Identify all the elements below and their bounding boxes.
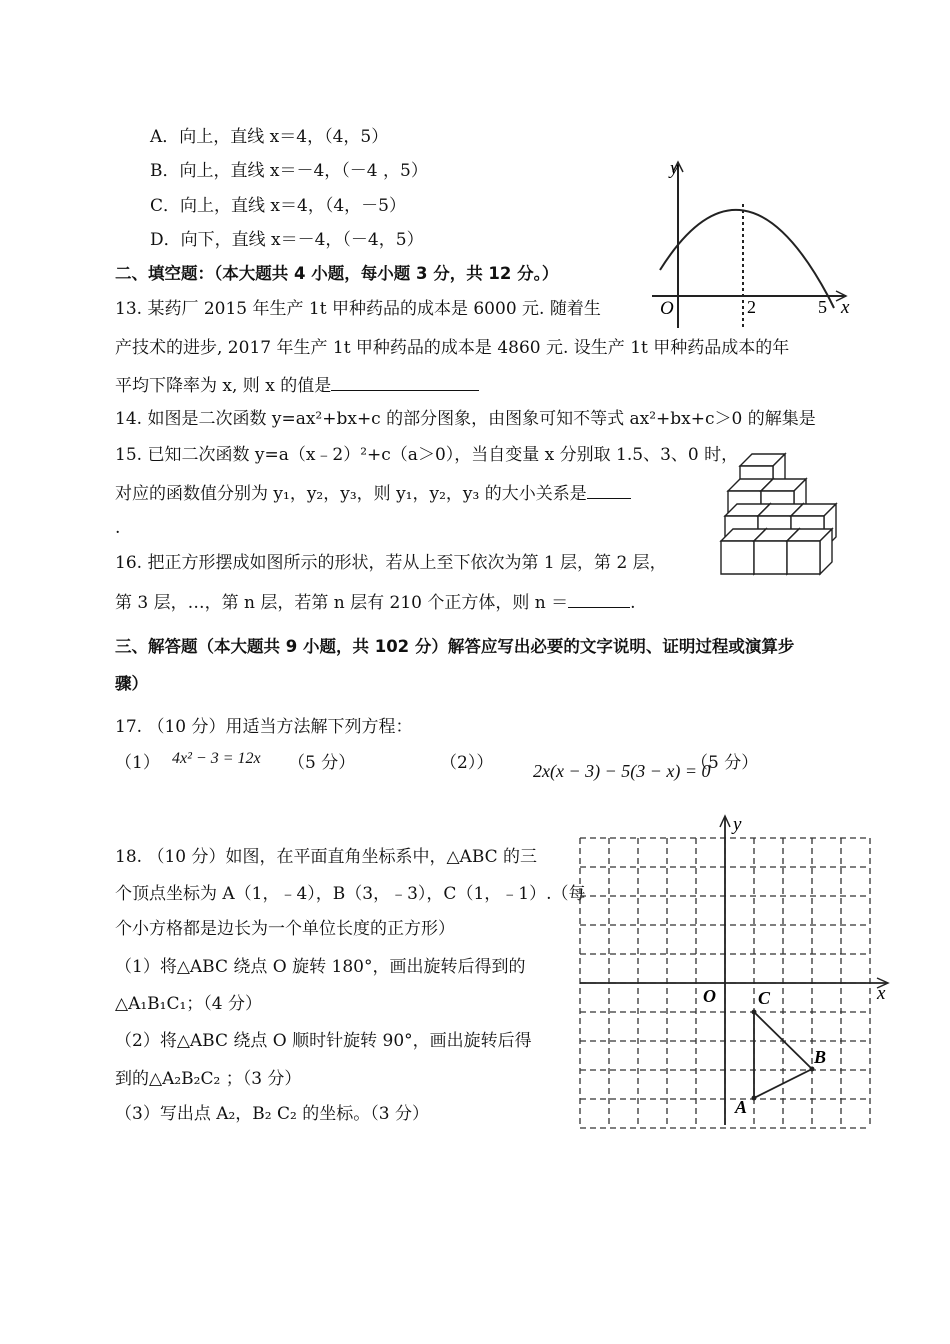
q14-line1: 14. 如图是二次函数 y=ax²+bx+c 的部分图象，由图象可知不等式 ax²+bx+c＞0 的解集是: [115, 409, 816, 429]
q17-part2-score: （5 分）: [691, 753, 759, 773]
q18-line3: 个小方格都是边长为一个单位长度的正方形）: [115, 919, 455, 939]
q15-line3: .: [115, 518, 121, 538]
cubes-figure: [715, 448, 850, 580]
q17-part1-equation: 4x² − 3 = 12x: [172, 750, 261, 767]
grid-figure: [575, 813, 895, 1131]
q16-line1: 16. 把正方形摆成如图所示的形状，若从上至下依次为第 1 层，第 2 层，: [115, 553, 667, 573]
q18-line6: （2）将△ABC 绕点 O 顺时针旋转 90°，画出旋转后得: [115, 1031, 532, 1051]
grid-label-a: A: [735, 1097, 748, 1117]
q16-answer-blank[interactable]: [568, 589, 630, 608]
grid-label-c: C: [758, 988, 771, 1008]
q18-line7: 到的△A₂B₂C₂ ；（3 分）: [115, 1069, 302, 1089]
grid-x-label: x: [877, 983, 886, 1004]
q13-line3: [115, 372, 479, 397]
parabola-y-label: y: [670, 158, 679, 179]
q15-line2: [115, 480, 631, 505]
q16-text: 第 3 层，…，第 n 层，若第 n 层有 210 个正方体，则 n ＝: [115, 593, 569, 613]
section3-title-line1: 三、解答题（本大题共 9 小题，共 102 分）解答应写出必要的文字说明、证明过程或演算步: [115, 637, 795, 656]
parabola-figure: [648, 158, 858, 330]
cube-stack: [721, 454, 836, 574]
parabola-tick-2: 2: [747, 297, 756, 317]
q13-text: 平均下降率为 x, 则 x 的值是: [115, 376, 332, 396]
q17-part2-equation: 2x(x − 3) − 5(3 − x) = 0: [533, 761, 711, 781]
q12-option-d: D．向下，直线 x＝－4，（－4，5）: [150, 230, 424, 250]
q18-line2: 个顶点坐标为 A（1，﹣4），B（3，﹣3），C（1，﹣1）.（每: [115, 884, 586, 904]
q15-answer-blank[interactable]: [587, 480, 631, 499]
section3-title-line2: 骤）: [115, 674, 148, 693]
q12-option-c: C．向上，直线 x＝4，（4，－5）: [150, 196, 406, 216]
grid-label-b: B: [814, 1047, 827, 1067]
parabola-origin-label: O: [660, 298, 674, 319]
q18-line5: △A₁B₁C₁；（4 分）: [115, 994, 263, 1014]
grid-origin-label: O: [703, 986, 716, 1006]
q13-line2: 产技术的进步, 2017 年生产 1t 甲种药品的成本是 4860 元. 设生产 1t 甲种药品成本的年: [115, 338, 790, 358]
parabola-curve: [660, 210, 834, 308]
parabola-tick-5: 5: [818, 297, 827, 317]
q17-part1-label: （1）: [115, 753, 160, 773]
q13-answer-blank[interactable]: [331, 372, 479, 391]
q16-line2: 第 3 层，…，第 n 层，若第 n 层有 210 个正方体，则 n ＝ .: [115, 589, 636, 614]
point-b: [810, 1067, 815, 1072]
triangle-abc: [754, 1012, 812, 1098]
q12-option-a: A．向上，直线 x＝4，（4，5）: [150, 127, 389, 147]
q12-option-b: B．向上，直线 x＝－4，（－4 ，5）: [150, 161, 428, 181]
q13-line1: 13. 某药厂 2015 年生产 1t 甲种药品的成本是 6000 元. 随着生: [115, 299, 601, 319]
cube: [787, 529, 832, 574]
q17-title: 17. （10 分）用适当方法解下列方程：: [115, 717, 413, 737]
section2-title: 二、填空题：（本大题共 4 小题，每小题 3 分，共 12 分。）: [115, 264, 559, 283]
q18-line4: （1）将△ABC 绕点 O 旋转 180°，画出旋转后得到的: [115, 957, 526, 977]
q15-line1: 15. 已知二次函数 y=a（x﹣2）²+c（a＞0），当自变量 x 分别取 1.5、3、0 时，: [115, 445, 739, 465]
q17-part2-label: （2））: [440, 753, 494, 773]
q17-part1-score: （5 分）: [288, 753, 356, 773]
q15-text: 对应的函数值分别为 y₁，y₂，y₃，则 y₁，y₂，y₃ 的大小关系是: [115, 484, 587, 504]
point-c: [752, 1010, 757, 1015]
grid-y-label: y: [733, 814, 742, 835]
parabola-x-label: x: [841, 297, 850, 318]
q18-line8: （3）写出点 A₂，B₂ C₂ 的坐标。（3 分）: [115, 1104, 429, 1124]
point-a: [752, 1096, 757, 1101]
q18-line1: 18. （10 分）如图，在平面直角坐标系中，△ABC 的三: [115, 847, 538, 867]
